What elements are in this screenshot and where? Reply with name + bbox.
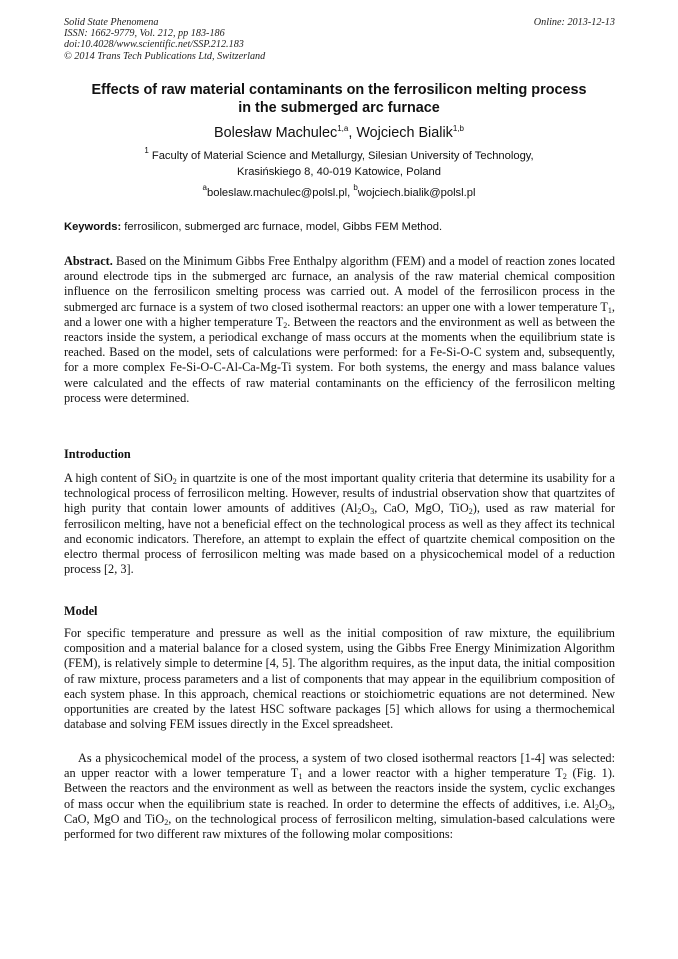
- model-paragraph-1: For specific temperature and pressure as well as the initial composition of raw mixture, the equilibrium composition and a material balance for a closed system, using the Gibbs Free Energy Minimization Algorithm (FEM), is relatively simple to determine [4, 5]. The algorithm requires, as the input data, the initial composition of raw mixture, process parameters and a list of components that may appear in the equilibrium composition of each system phase. In this approach, chemical reactions or stoichiometric equations are not determined. New opportunities are created by the latest HSC software packages [5] which allows for using a thermochemical database and solving FEM issues directly in the Excel spreadsheet.: [64, 626, 615, 732]
- author-1: Bolesław Machulec: [214, 125, 338, 141]
- affiliation-sup: 1: [144, 146, 149, 155]
- introduction-heading: Introduction: [64, 447, 131, 461]
- author-2-sup: 1,b: [452, 124, 464, 133]
- affiliation: [60, 146, 618, 180]
- copyright-line: © 2014 Trans Tech Publications Ltd, Switzerland: [64, 50, 266, 62]
- title-line-2: in the submerged arc furnace: [238, 99, 440, 116]
- keywords-text: ferrosilicon, submerged arc furnace, model, Gibbs FEM Method.: [121, 221, 443, 233]
- email-a-sup: a: [202, 183, 207, 192]
- email-a: boleslaw.machulec@polsl.pl,: [207, 187, 354, 199]
- author-1-sup: 1,a: [337, 124, 349, 133]
- model-paragraph-2: As a physicochemical model of the process, a system of two closed isothermal reactors [1-4] was selected: an upper reactor with a lower temperature $T_1$ and a lower reactor with a higher temperature $T_2$ (Fig. 1). Between the reactors and the environment as well as between the reactors inside the system, cyclic exchanges of mass occur when the equilibrium state is reached. In order to determine the effects of additives, i.e. $Al_2O_3$, CaO, MgO and TiO$_2$, on the technological process of ferrosilicon melting, simulation-based calculations were performed for two different raw mixtures of the following molar compositions:: [64, 751, 615, 842]
- keywords: [64, 220, 616, 234]
- paper-title: [60, 82, 618, 117]
- journal-name: Solid State Phenomena: [64, 17, 159, 28]
- authors: [60, 124, 618, 142]
- affiliation-line-2: Krasińskiego 8, 40-019 Katowice, Poland: [237, 165, 441, 178]
- affiliation-line-1: $^1$ Faculty of Material Science and Metallurgy, Silesian University of Technology,: [144, 146, 534, 162]
- author-emails: [60, 183, 618, 200]
- author-separator: ,: [348, 125, 357, 141]
- email-b-sup: b: [353, 183, 358, 192]
- keywords-label: Keywords:: [64, 221, 122, 233]
- online-date: Online: 2013-12-13: [533, 17, 615, 28]
- issn-line: ISSN: 1662-9779, Vol. 212, pp 183-186: [64, 28, 225, 40]
- journal-header: [64, 17, 265, 62]
- title-line-1: Effects of raw material contaminants on the ferrosilicon melting process: [91, 82, 587, 98]
- email-b: wojciech.bialik@polsl.pl: [357, 187, 476, 199]
- introduction-paragraph: A high content of SiO$_2$ in quartzite is one of the most important quality criteria that determine its usability for a technological process of ferrosilicon melting. However, results of industrial observation show that quartzites of high purity that contain lower amounts of additives ($Al_2O_3$, CaO, MgO, TiO$_2$), used as raw material for ferrosilicon melting, have not a beneficial effect on the technological process as well as they affect its technical and economic indicators. Therefore, an attempt to explain the effect of quartzite chemical composition on the electro thermal process of ferrosilicon melting was made based on a physicochemical model of a reduction process [2, 3].: [64, 471, 615, 577]
- abstract: Abstract. Based on the Minimum Gibbs Free Enthalpy algorithm (FEM) and a model of reaction zones located around electrode tips in the submerged arc furnace, an analysis of the raw material chemical composition influence on the ferrosilicon smelting process was carried out. A model of the ferrosilicon process in the submerged arc furnace is a system of two closed isothermal reactors: an upper one with a lower temperature $T_1$, and a lower one with a higher temperature $T_2$. Between the reactors and the environment as well as between the reactors inside the system, a periodical exchange of mass occurs at the moments when the equilibrium state is reached. Based on the model, sets of calculations were performed: for a Fe-Si-O-C system and, subsequently, for a more complex Fe-Si-O-C-Al-Ca-Mg-Ti system. For both systems, the energy and mass balance values were calculated and the effects of raw material contaminants on the efficiency of the ferrosilicon melting process were determined.: [64, 254, 615, 405]
- doi-line: doi:10.4028/www.scientific.net/SSP.212.183: [64, 39, 244, 51]
- model-heading: Model: [64, 604, 98, 618]
- abstract-label: Abstract.: [64, 254, 113, 268]
- author-2: Wojciech Bialik: [356, 125, 453, 141]
